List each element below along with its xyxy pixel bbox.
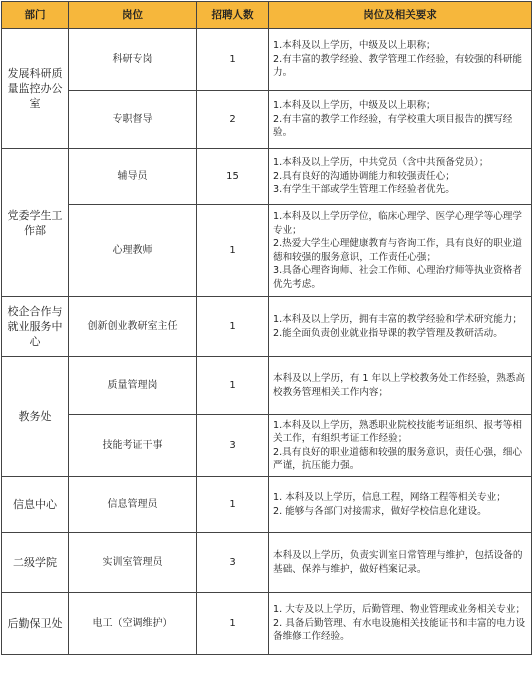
count-cell: 1 (197, 593, 269, 655)
dept-cell: 发展科研质量监控办公室 (2, 29, 69, 149)
requirement-line: 2.能全面负责创业就业指导课的教学管理及教研活动。 (273, 327, 503, 339)
requirements-cell (269, 205, 532, 297)
table-row (2, 533, 532, 593)
header-position: 岗位 (69, 2, 197, 29)
table-row (2, 297, 532, 357)
requirements-cell (269, 593, 532, 655)
dept-cell: 后勤保卫处 (2, 593, 69, 655)
requirement-line: 3.具备心理咨询师、社会工作师、心理治疗师等执业资格者优先考虑。 (273, 265, 522, 290)
requirement-line: 2. 具备后勤管理、有水电设施相关技能证书和丰富的电力设备维修工作经验。 (273, 617, 526, 643)
dept-cell: 二级学院 (2, 533, 69, 593)
table-body (2, 29, 532, 655)
count-cell: 1 (197, 205, 269, 297)
requirement-line: 1.本科及以上学历，中共党员（含中共预备党员）； (273, 157, 489, 169)
count-cell: 3 (197, 415, 269, 477)
requirements-cell (269, 29, 532, 91)
requirement-line: 2.有丰富的教学经验、教学管理工作经验，有较强的科研能力。 (273, 53, 522, 79)
header-count: 招聘人数 (197, 2, 269, 29)
requirements-cell (269, 297, 532, 357)
requirements-cell (269, 91, 532, 149)
position-cell: 辅导员 (69, 149, 197, 205)
requirement-line: 2. 能够与各部门对接需求，做好学校信息化建设。 (273, 505, 487, 517)
header-dept: 部门 (2, 2, 69, 29)
header-requirements: 岗位及相关要求 (269, 2, 532, 29)
dept-cell: 校企合作与就业服务中心 (2, 297, 69, 357)
table-row (2, 357, 532, 415)
table-row (2, 415, 532, 477)
requirements-cell (269, 477, 532, 533)
requirements-cell (269, 415, 532, 477)
requirement-line: 3.有学生干部或学生管理工作经验者优先。 (273, 184, 455, 196)
requirement-line: 2.具有良好的沟通协调能力和较强责任心； (273, 170, 455, 182)
requirements-cell (269, 357, 532, 415)
dept-cell: 教务处 (2, 357, 69, 477)
position-cell: 科研专岗 (69, 29, 197, 91)
table-row (2, 149, 532, 205)
count-cell: 3 (197, 533, 269, 593)
requirement-line: 1.本科及以上学历，熟悉职业院校技能考证组织、报考等相关工作，有组织考证工作经验； (273, 419, 522, 444)
requirements-cell (269, 149, 532, 205)
count-cell: 1 (197, 29, 269, 91)
count-cell: 2 (197, 91, 269, 149)
count-cell: 1 (197, 297, 269, 357)
position-cell: 心理教师 (69, 205, 197, 297)
position-cell: 实训室管理员 (69, 533, 197, 593)
position-cell: 技能考证干事 (69, 415, 197, 477)
position-cell: 质量管理岗 (69, 357, 197, 415)
table-row (2, 205, 532, 297)
requirement-line: 1.本科及以上学历，中级及以上职称； (273, 40, 436, 52)
table-row (2, 593, 532, 655)
table-row (2, 29, 532, 91)
position-cell: 创新创业教研室主任 (69, 297, 197, 357)
count-cell: 15 (197, 149, 269, 205)
position-cell: 专职督导 (69, 91, 197, 149)
count-cell: 1 (197, 357, 269, 415)
dept-cell: 党委学生工作部 (2, 149, 69, 297)
requirement-line: 2.具有良好的职业道德和较强的服务意识，责任心强，细心严谨，抗压能力强。 (273, 446, 522, 471)
position-cell: 电工（空调维护） (69, 593, 197, 655)
requirement-line: 本科及以上学历，负责实训室日常管理与维护，包括设备的基础、保养与维护，做好档案记录。 (273, 550, 523, 575)
requirement-line: 1.本科及以上学历，拥有丰富的教学经验和学术研究能力； (273, 314, 522, 325)
count-cell: 1 (197, 477, 269, 533)
requirement-line: 本科及以上学历，有 1 年以上学校教务处工作经验，熟悉高校教务管理相关工作内容； (273, 373, 526, 398)
requirement-line: 2.有丰富的教学工作经验，有学校重大项目报告的撰写经验。 (273, 113, 513, 139)
table-row (2, 477, 532, 533)
table-row (2, 91, 532, 149)
header-row (2, 2, 532, 29)
requirement-line: 1. 本科及以上学历，信息工程，网络工程等相关专业； (273, 492, 506, 503)
recruitment-table (1, 1, 532, 655)
requirement-line: 1.本科及以上学历，中级及以上职称； (273, 100, 436, 112)
requirement-line: 1.本科及以上学历学位，临床心理学、医学心理学等心理学专业； (273, 211, 522, 236)
requirement-line: 1. 大专及以上学历，后勤管理、物业管理或业务相关专业； (273, 604, 526, 616)
requirements-cell (269, 533, 532, 593)
dept-cell: 信息中心 (2, 477, 69, 533)
requirement-line: 2.热爱大学生心理健康教育与咨询工作，具有良好的职业道德和较强的服务意识，工作责任心强； (273, 238, 522, 263)
position-cell: 信息管理员 (69, 477, 197, 533)
